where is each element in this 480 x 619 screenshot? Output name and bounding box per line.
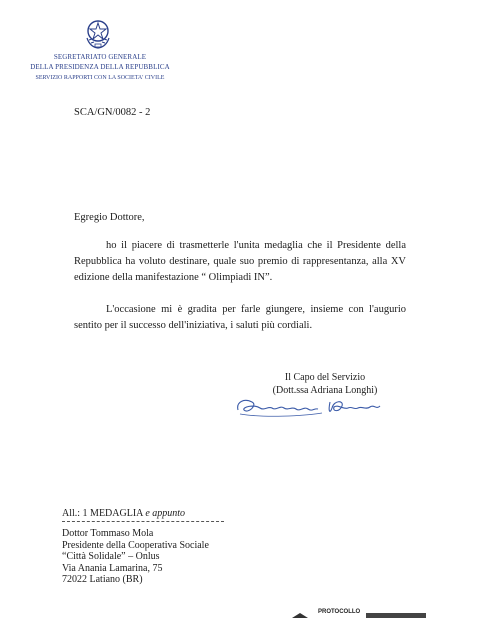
enclosure-note: e appunto <box>145 508 186 519</box>
recipient-line-2: Presidente della Cooperativa Sociale <box>62 539 209 551</box>
letterhead-line-3: SERVIZIO RAPPORTI CON LA SOCIETA' CIVILE <box>35 75 165 81</box>
reference-number: SCA/GN/0082 - 2 <box>74 107 151 118</box>
recipient-line-1: Dottor Tommaso Mola <box>62 528 154 539</box>
salutation: Egregio Dottore, <box>74 212 145 223</box>
enclosure-line <box>62 508 185 519</box>
handwritten-signature <box>234 394 384 420</box>
signature-name: (Dott.ssa Adriana Longhi) <box>272 385 378 396</box>
recipient-line-5: 72022 Latiano (BR) <box>62 574 143 585</box>
protocol-stamp-label: PROTOCOLLO <box>318 609 361 615</box>
recipient-address <box>62 528 209 586</box>
recipient-line-4: Via Anania Lamarina, 75 <box>62 562 163 574</box>
letterhead-line-1: SEGRETARIATO GENERALE <box>53 53 147 61</box>
body-paragraph-1: ho il piacere di trasmetterle l'unita medaglia che il Presidente della Repubblica ha voluto destinare, quale suo premio di rappresentanza, alla XV edizione della manifestazione “ Olimpiadi IN”. <box>74 240 406 283</box>
letterhead-line-2: DELLA PRESIDENZA DELLA REPUBBLICA <box>30 63 170 71</box>
enclosure-label: All.: 1 MEDAGLIA <box>62 508 146 519</box>
body-paragraph-2: L'occasione mi è gradita per farle giungere, insieme con l'augurio sentito per il successo dell'iniziativa, i saluti più cordiali. <box>74 304 406 331</box>
italian-republic-emblem-icon <box>84 18 112 50</box>
recipient-line-3: “Città Solidale” – Onlus <box>62 551 160 562</box>
signature-title: Il Capo del Servizio <box>284 372 366 383</box>
divider <box>62 521 224 522</box>
